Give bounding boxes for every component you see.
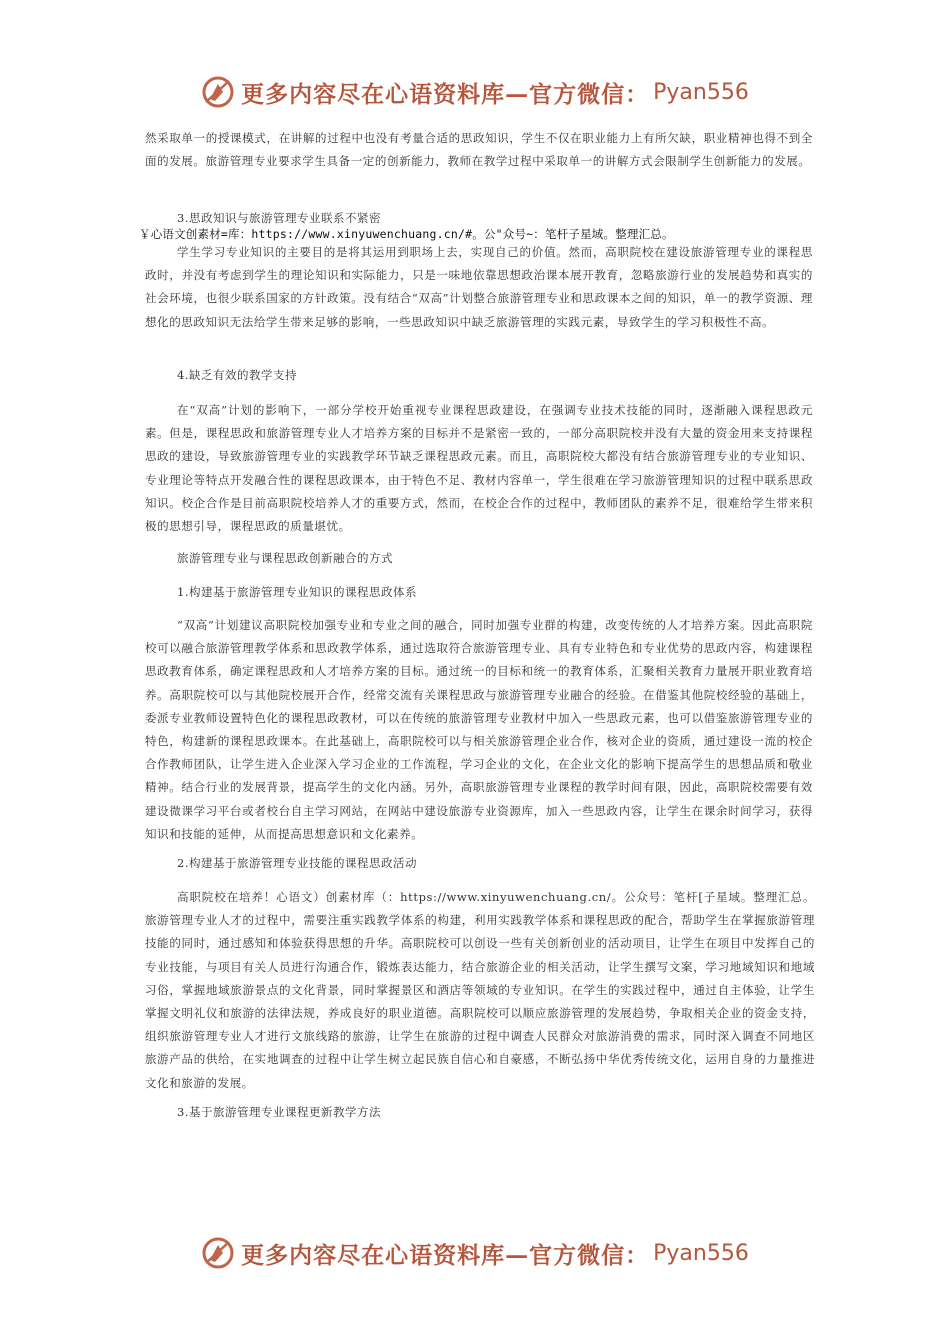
brand-logo-icon: [201, 1236, 235, 1270]
banner-text: 更多内容尽在心语资料库—官方微信：: [241, 80, 650, 108]
paragraph: “双高”计划建议高职院校加强专业和专业之间的融合，同时加强专业群的构建，改变传统的人才培养方案。因此高职院校可以融合旅游管理教学体系和思政教学体系，通过选取符合旅游管理专业、具有专业特色和专业优势的思政内容，构建课程思政教育体系，确定课程思政和人才培养方案的目标。通过统一的目标和统一的教育体系，汇聚相关教育力量展开职业教育培养。高职院校可以与其他院校展开合作，经常交流有关课程思政与旅游管理专业融合的经验。在借鉴其他院校经验的基础上，委派专业教师设置特色化的课程思政教材，可以在传统的旅游管理专业教材中加入一些思政元素，也可以借鉴旅游管理专业的特色，构建新的课程思政课本。在此基础上，高职院校可以与相关旅游管理企业合作，核对企业的资质，通过建设一流的校企合作教师团队，让学生进入企业深入学习企业的工作流程，学习企业的文化，在企业文化的影响下提高学生的思想品质和敬业精神。结合行业的发展背景，提高学生的文化内涵。另外，高职旅游管理专业课程的教学时间有限，因此，高职院校需要有效建设微课学习平台或者校台自主学习网站，在网站中建设旅游专业资源库，加入一些思政内容，让学生在课余时间学习，获得知识和技能的延伸，从而提高思想意识和文化素养。: [145, 618, 813, 841]
brand-logo-icon: [201, 75, 235, 109]
section-heading: 1.构建基于旅游管理专业知识的课程思政体系: [177, 585, 417, 599]
paragraph: 学生学习专业知识的主要目的是将其运用到职场上去，实现自己的价值。然而，高职院校在建设旅游管理专业的课程思政时，并没有考虑到学生的理论知识和实际能力，只是一味地依靠思想政治课本展开教育，忽略旅游行业的发展趋势和真实的社会环境，也很少联系国家的方针政策。没有结合“双高”计划整合旅游管理专业和思政课本之间的知识，单一的教学资源、理想化的思政知识无法给学生带来足够的影响，一些思政知识中缺乏旅游管理的实践元素，导致学生的学习积极性不高。: [145, 245, 813, 329]
footer-banner: [0, 1233, 950, 1273]
paragraph: 高职院校在培养！心语文）创素材库（：https://www.xinyuwenchuang.cn/。公众号：笔杆[子星域。整理汇总。旅游管理专业人才的过程中，需要注重实践教学体系的构建，利用实践教学体系和课程思政的配合，帮助学生在掌握旅游管理技能的同时，通过感知和体验获得思想的升华。高职院校可以创设一些有关创新创业的活动项目，让学生在项目中发挥自己的专业技能，与项目有关人员进行沟通合作，锻炼表达能力，结合旅游企业的相关活动，让学生撰写文案，学习地域知识和地域习俗，掌握地域旅游景点的文化背景，同时掌握景区和酒店等领域的专业知识。在学生的实践过程中，通过自主体验，让学生掌握文明礼仪和旅游的法律法规，养成良好的职业道德。高职院校可以顺应旅游管理的发展趋势，争取相关企业的资金支持，组织旅游管理专业人才进行文旅线路的旅游，让学生在旅游的过程中调查人民群众对旅游消费的需求，同时深入调查不同地区旅游产品的供给，在实地调查的过程中让学生树立起民族自信心和自豪感，不断弘扬中华优秀传统文化，运用自身的力量推进文化和旅游的发展。: [145, 890, 815, 1090]
banner-wechat-id: Pyan556: [653, 79, 749, 105]
watermark-text: ￥心语文创素材=库：https://www.xinyuwenchuang.cn/#。公"众号~：笔杆子星域。整理汇总。: [139, 227, 674, 241]
section-heading: 4.缺乏有效的教学支持: [177, 368, 297, 382]
banner-text: 更多内容尽在心语资料库—官方微信：: [241, 1241, 650, 1269]
banner-wechat-id: Pyan556: [653, 1240, 749, 1266]
paragraph: 在“双高”计划的影响下，一部分学校开始重视专业课程思政建设，在强调专业技术技能的同时，逐渐融入课程思政元素。但是，课程思政和旅游管理专业人才培养方案的目标并不是紧密一致的，一部分高职院校并没有大量的资金用来支持课程思政的建设，导致旅游管理专业的实践教学环节缺乏课程思政元素。而且，高职院校大都没有结合旅游管理专业的专业知识、专业理论等特点开发融合性的课程思政课本，由于特色不足、教材内容单一，学生很难在学习旅游管理知识的过程中联系思政知识。校企合作是目前高职院校培养人才的重要方式，然而，在校企合作的过程中，教师团队的素养不足，很难给学生带来积极的思想引导，课程思政的质量堪忧。: [145, 403, 813, 534]
paragraph: 然采取单一的授课模式，在讲解的过程中也没有考量合适的思政知识，学生不仅在职业能力上有所欠缺，职业精神也得不到全面的发展。旅游管理专业要求学生具备一定的创新能力，教师在教学过程中采取单一的讲解方式会限制学生创新能力的发展。: [145, 131, 813, 169]
section-heading: 2.构建基于旅游管理专业技能的课程思政活动: [177, 856, 417, 870]
section-heading: 旅游管理专业与课程思政创新融合的方式: [177, 551, 393, 565]
section-heading: 3.基于旅游管理专业课程更新教学方法: [177, 1105, 381, 1119]
section-heading: 3.思政知识与旅游管理专业联系不紧密: [177, 211, 381, 225]
header-banner: [0, 72, 950, 112]
